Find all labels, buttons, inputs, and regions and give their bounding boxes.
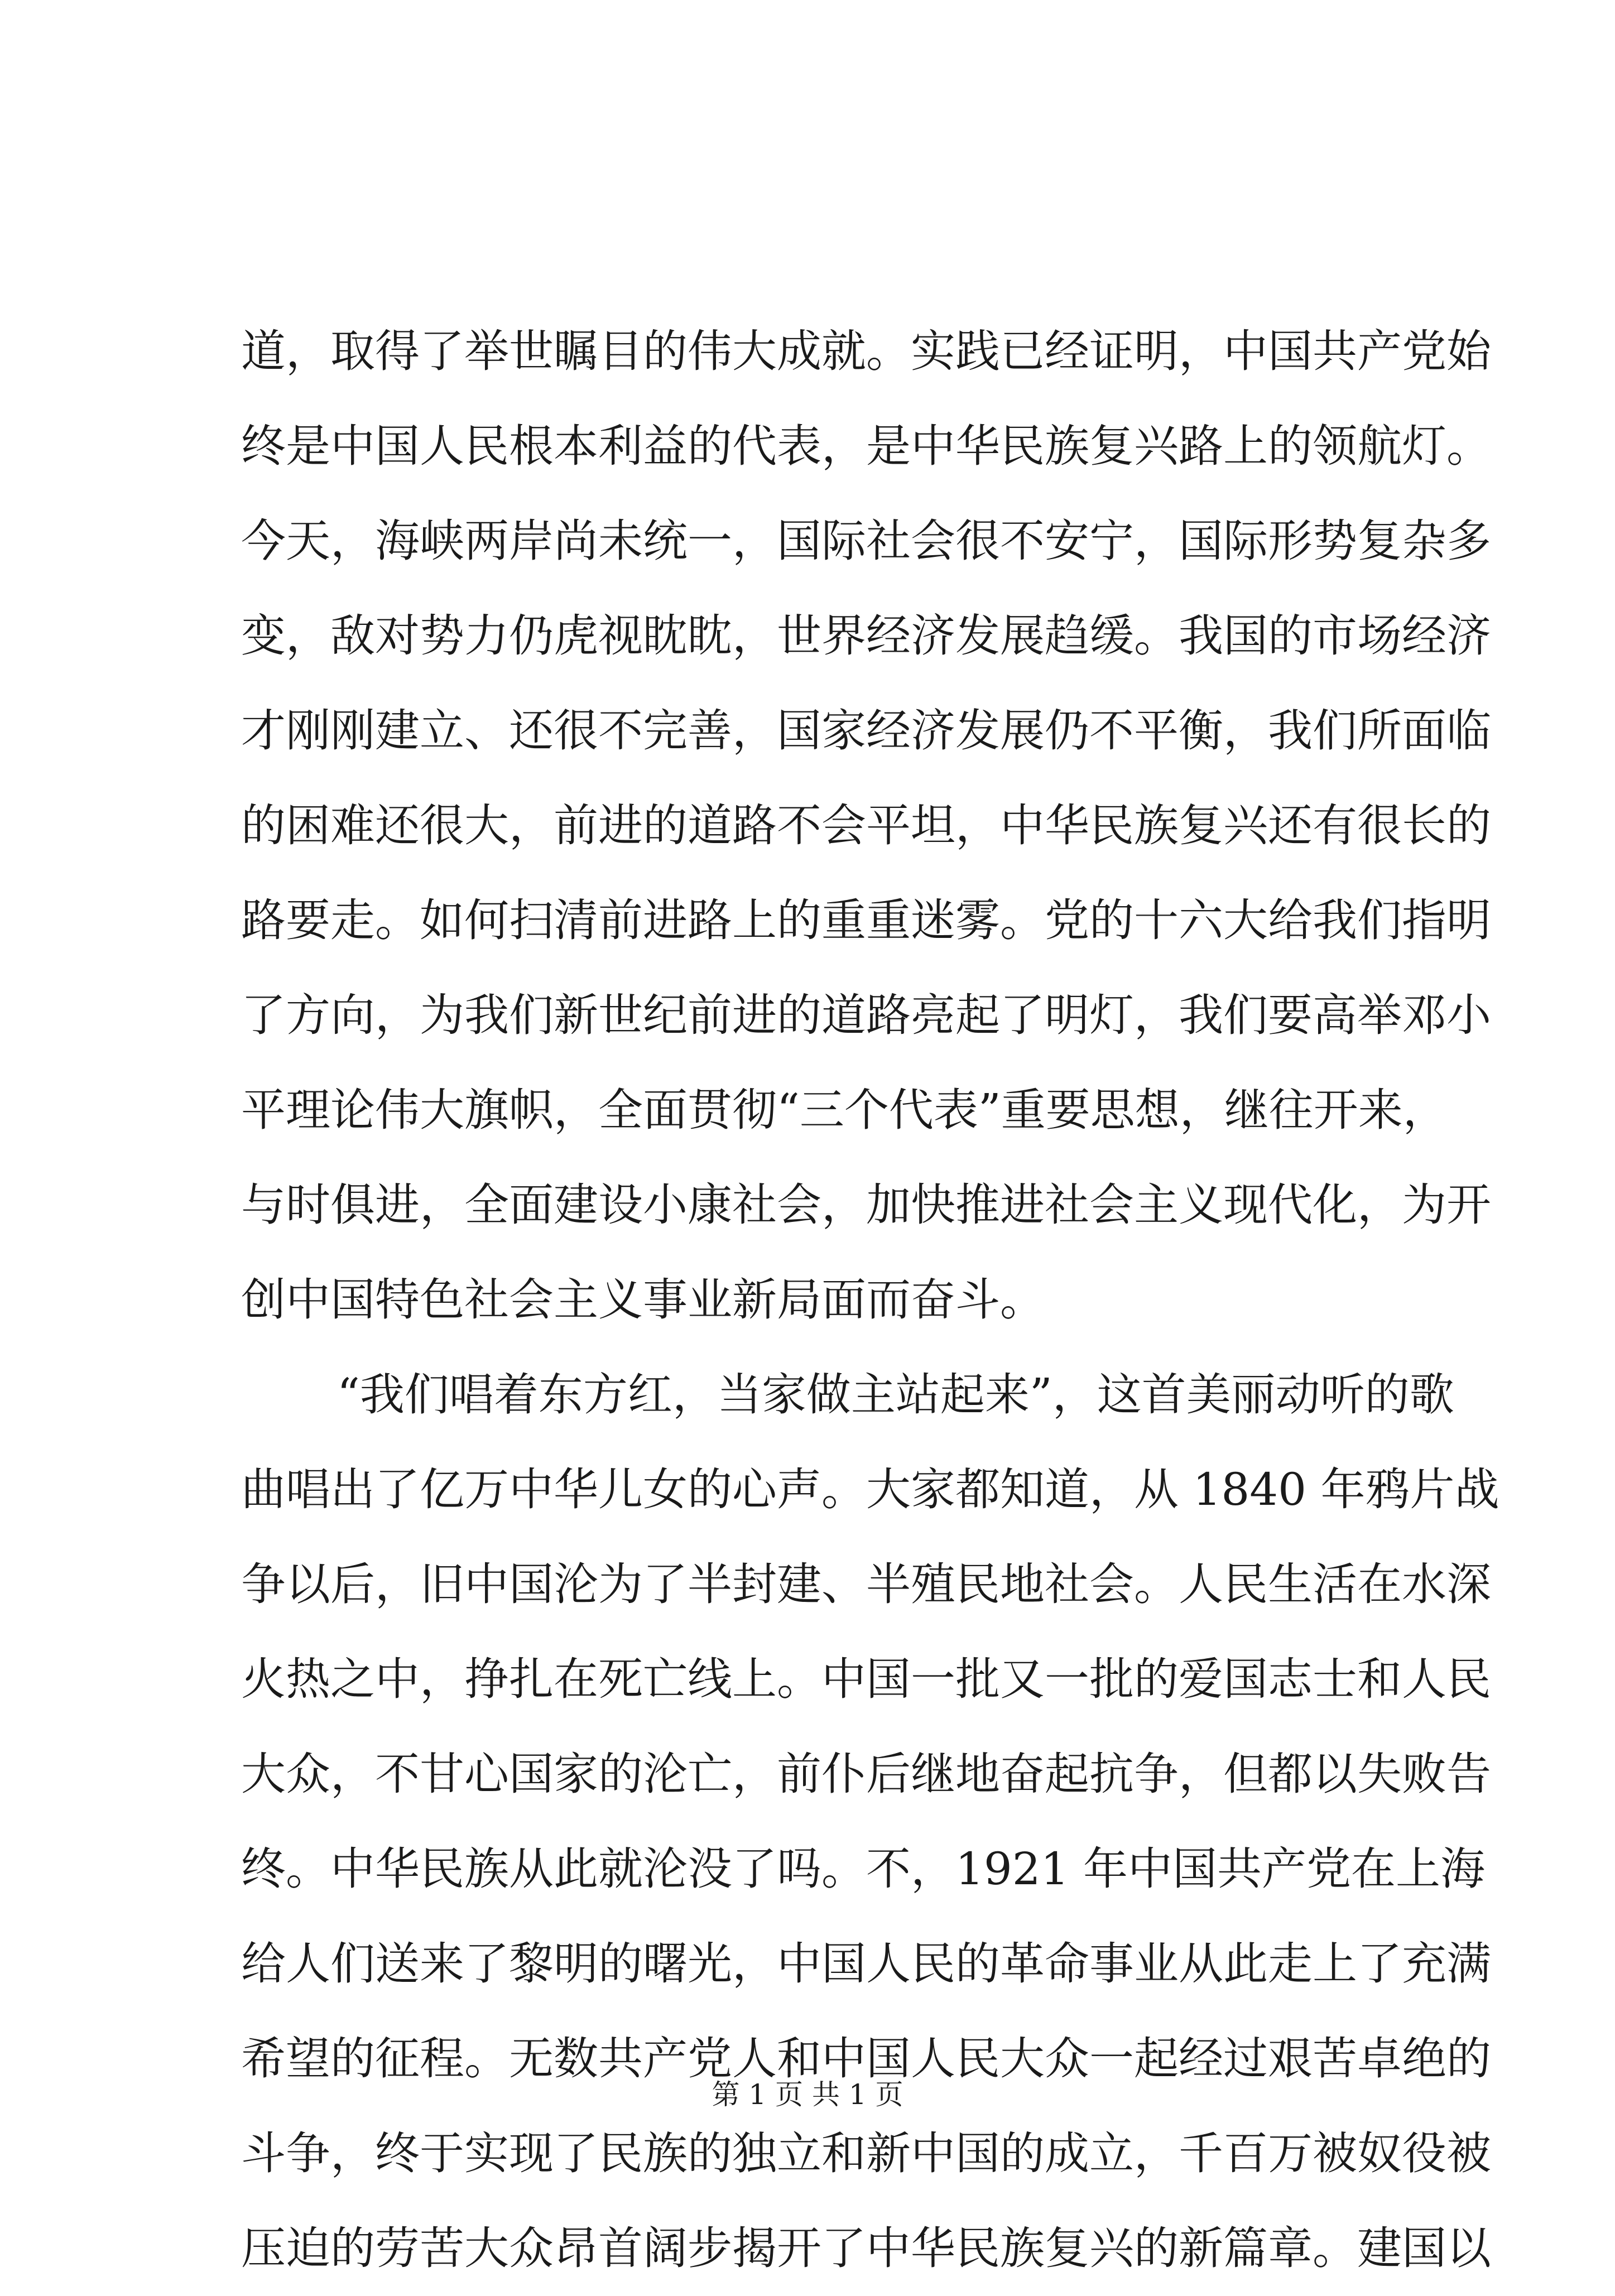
page-footer <box>0 2072 1615 2112</box>
text-line: 争以后，旧中国沦为了半封建、半殖民地社会。人民生活在水深 <box>241 1558 1491 1610</box>
body-text <box>241 304 1499 2296</box>
text-line: 路要走。如何扫清前进路上的重重迷雾。党的十六大给我们指明 <box>241 894 1491 946</box>
text-line: 终。中华民族从此就沦没了吗。不，1921 年中国共产党在上海 <box>241 1843 1486 1895</box>
text-line: 今天，海峡两岸尚未统一，国际社会很不安宁，国际形势复杂多 <box>241 515 1491 567</box>
text-line: 火热之中，挣扎在死亡线上。中国一批又一批的爱国志士和人民 <box>241 1653 1491 1705</box>
text-line: 与时俱进，全面建设小康社会，加快推进社会主义现代化，为开 <box>241 1179 1491 1231</box>
text-line: 了方向，为我们新世纪前进的道路亮起了明灯，我们要高举邓小 <box>241 989 1491 1041</box>
text-line: 的困难还很大，前进的道路不会平坦，中华民族复兴还有很长的 <box>241 800 1491 851</box>
text-line: 斗争，终于实现了民族的独立和新中国的成立，千百万被奴役被 <box>241 2127 1491 2179</box>
text-line: 大众，不甘心国家的沦亡，前仆后继地奋起抗争，但都以失败告 <box>241 1748 1491 1800</box>
text-line: 平理论伟大旗帜，全面贯彻“三个代表”重要思想，继往开来， <box>241 1084 1448 1136</box>
text-line: 道，取得了举世瞩目的伟大成就。实践已经证明，中国共产党始 <box>241 325 1491 377</box>
text-line: “我们唱着东方红，当家做主站起来”，这首美丽动听的歌 <box>337 1369 1454 1421</box>
page-number-label: 第 1 页 共 1 页 <box>712 2078 903 2111</box>
text-line: 曲唱出了亿万中华儿女的心声。大家都知道，从 1840 年鸦片战 <box>241 1464 1499 1515</box>
text-line: 希望的征程。无数共产党人和中国人民大众一起经过艰苦卓绝的 <box>241 2033 1491 2085</box>
text-line: 给人们送来了黎明的曙光，中国人民的革命事业从此走上了充满 <box>241 1938 1491 1990</box>
text-line: 创中国特色社会主义事业新局面而奋斗。 <box>241 1274 1045 1326</box>
text-line: 压迫的劳苦大众昂首阔步揭开了中华民族复兴的新篇章。建国以 <box>241 2222 1491 2274</box>
text-line: 终是中国人民根本利益的代表，是中华民族复兴路上的领航灯。 <box>241 420 1491 472</box>
text-line: 才刚刚建立、还很不完善，国家经济发展仍不平衡，我们所面临 <box>241 705 1491 757</box>
text-line: 变，敌对势力仍虎视眈眈，世界经济发展趋缓。我国的市场经济 <box>241 610 1491 662</box>
